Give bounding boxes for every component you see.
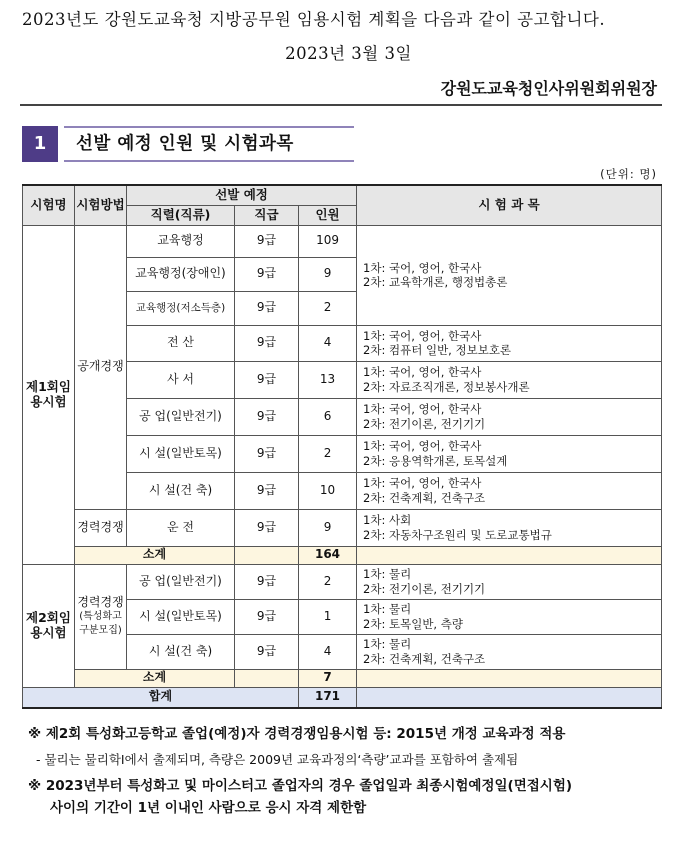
- subtotal-row: [23, 669, 662, 687]
- job-cell: 시 설(일반토목): [127, 599, 235, 634]
- count-cell: 2: [299, 564, 357, 599]
- job-cell: 시 설(일반토목): [127, 435, 235, 472]
- subtotal-grade: [235, 546, 299, 564]
- job-cell: 교육행정(장애인): [127, 257, 235, 291]
- grade-cell: 9급: [235, 435, 299, 472]
- job-cell: 공 업(일반전기): [127, 564, 235, 599]
- grade-cell: 9급: [235, 325, 299, 361]
- grade-cell: 9급: [235, 634, 299, 669]
- subjects-cell: 1차: 국어, 영어, 한국사 2차: 컴퓨터 일반, 정보보호론: [357, 325, 662, 361]
- announcement-signer: 강원도교육청인사위원회위원장: [440, 79, 657, 98]
- subjects-cell: 1차: 물리 2차: 전기이론, 전기기기: [357, 564, 662, 599]
- round1-open-method: 공개경쟁: [75, 225, 127, 509]
- recruitment-table: [22, 184, 662, 709]
- header-grade: 직급: [235, 205, 299, 225]
- subjects-cell: 1차: 국어, 영어, 한국사 2차: 응용역학개론, 토목설계: [357, 435, 662, 472]
- note-physics: - 물리는 물리학Ⅰ에서 출제되며, 측량은 2009년 교육과정의‘측량’교과를 포함하여 출제됨: [36, 752, 519, 767]
- count-cell: 4: [299, 325, 357, 361]
- round1-name: 제1회임용시험: [23, 225, 75, 564]
- subjects-cell: 1차: 사회 2차: 자동차구조원리 및 도로교통법규: [357, 509, 662, 546]
- job-cell: 운 전: [127, 509, 235, 546]
- grade-cell: 9급: [235, 398, 299, 435]
- grade-cell: 9급: [235, 564, 299, 599]
- subtotal-label: 소계: [75, 669, 235, 687]
- section-number-badge: 1: [22, 126, 58, 162]
- subtotal-subjects: [357, 546, 662, 564]
- subjects-cell: 1차: 국어, 영어, 한국사 2차: 교육학개론, 행정법총론: [357, 225, 662, 325]
- announcement-intro: 2023년도 강원도교육청 지방공무원 임용시험 계획을 다음과 같이 공고합니다.: [22, 10, 606, 29]
- note-eligibility: ※ 2023년부터 특성화고 및 마이스터고 졸업자의 경우 졸업일과 최종시험예정일(면접시험) 사이의 기간이 1년 이내인 사람으로 응시 자격 제한함: [28, 778, 573, 816]
- announcement-date: 2023년 3월 3일: [285, 44, 412, 63]
- header-job: 직렬(직류): [127, 205, 235, 225]
- subjects-cell: 1차: 국어, 영어, 한국사 2차: 건축계획, 건축구조: [357, 472, 662, 509]
- subtotal-subjects: [357, 669, 662, 687]
- subtotal-row: [23, 546, 662, 564]
- divider: [20, 104, 662, 106]
- count-cell: 1: [299, 599, 357, 634]
- subjects-cell: 1차: 물리 2차: 건축계획, 건축구조: [357, 634, 662, 669]
- total-subjects: [357, 687, 662, 708]
- total-row: [23, 687, 662, 708]
- total-value: 171: [299, 687, 357, 708]
- round2-method: 경력경쟁 (특성화고 구분모집): [75, 564, 127, 669]
- job-cell: 공 업(일반전기): [127, 398, 235, 435]
- job-cell: 시 설(건 축): [127, 634, 235, 669]
- job-cell: 시 설(건 축): [127, 472, 235, 509]
- count-cell: 4: [299, 634, 357, 669]
- count-cell: 2: [299, 435, 357, 472]
- grade-cell: 9급: [235, 472, 299, 509]
- grade-cell: 9급: [235, 509, 299, 546]
- notes: [28, 722, 668, 819]
- subtotal-label: 소계: [75, 546, 235, 564]
- count-cell: 2: [299, 291, 357, 325]
- header-count: 인원: [299, 205, 357, 225]
- job-cell: 교육행정: [127, 225, 235, 257]
- count-cell: 10: [299, 472, 357, 509]
- table-header-row: [23, 185, 662, 205]
- header-planned: 선발 예정: [127, 185, 357, 205]
- count-cell: 13: [299, 361, 357, 398]
- section-title: 선발 예정 인원 및 시험과목: [64, 126, 354, 162]
- count-cell: 109: [299, 225, 357, 257]
- header-subjects: 시 험 과 목: [357, 185, 662, 225]
- count-cell: 9: [299, 257, 357, 291]
- grade-cell: 9급: [235, 361, 299, 398]
- round1-career-method: 경력경쟁: [75, 509, 127, 546]
- count-cell: 9: [299, 509, 357, 546]
- header-method: 시험방법: [75, 185, 127, 225]
- grade-cell: 9급: [235, 257, 299, 291]
- grade-cell: 9급: [235, 599, 299, 634]
- table-row: [23, 564, 662, 599]
- job-cell: 전 산: [127, 325, 235, 361]
- job-cell: 사 서: [127, 361, 235, 398]
- total-label: 합계: [23, 687, 299, 708]
- subjects-cell: 1차: 물리 2차: 토목일반, 측량: [357, 599, 662, 634]
- unit-label: (단위: 명): [600, 167, 657, 181]
- count-cell: 6: [299, 398, 357, 435]
- table-row: [23, 509, 662, 546]
- subjects-cell: 1차: 국어, 영어, 한국사 2차: 전기이론, 전기기기: [357, 398, 662, 435]
- grade-cell: 9급: [235, 225, 299, 257]
- subtotal-grade: [235, 669, 299, 687]
- note-curriculum: ※ 제2회 특성화고등학교 졸업(예정)자 경력경쟁임용시험 등: 2015년 개정 교육과정 적용: [28, 726, 566, 742]
- subtotal-value: 7: [299, 669, 357, 687]
- table-row: [23, 225, 662, 257]
- subjects-cell: 1차: 국어, 영어, 한국사 2차: 자료조직개론, 정보봉사개론: [357, 361, 662, 398]
- subtotal-value: 164: [299, 546, 357, 564]
- round2-name: 제2회임용시험: [23, 564, 75, 687]
- job-cell: 교육행정(저소득층): [127, 291, 235, 325]
- header-exam: 시험명: [23, 185, 75, 225]
- grade-cell: 9급: [235, 291, 299, 325]
